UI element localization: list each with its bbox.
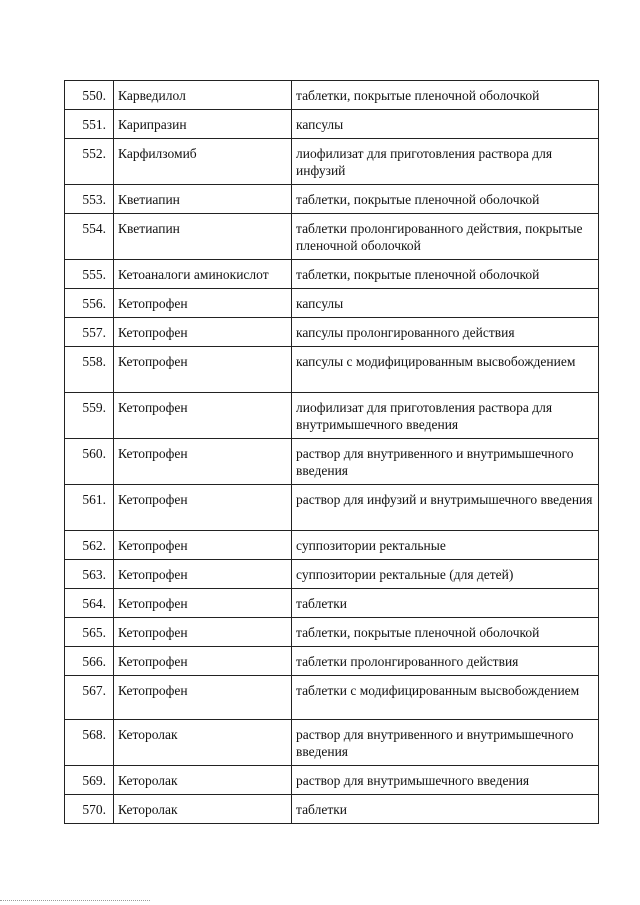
table-row xyxy=(65,289,599,318)
drug-name: Кетоаналоги аминокислот xyxy=(114,260,292,289)
drug-name: Кетопрофен xyxy=(114,618,292,647)
row-number: 553. xyxy=(65,185,114,214)
row-number: 562. xyxy=(65,531,114,560)
table-row xyxy=(65,647,599,676)
table-row xyxy=(65,589,599,618)
table-row xyxy=(65,110,599,139)
row-number: 558. xyxy=(65,347,114,393)
row-number: 563. xyxy=(65,560,114,589)
dosage-form: таблетки xyxy=(292,589,599,618)
row-number: 552. xyxy=(65,139,114,185)
table-row xyxy=(65,260,599,289)
table-row xyxy=(65,795,599,824)
dosage-form: таблетки пролонгированного действия xyxy=(292,647,599,676)
drug-name: Кетопрофен xyxy=(114,647,292,676)
row-number: 568. xyxy=(65,720,114,766)
row-number: 560. xyxy=(65,439,114,485)
drug-name: Кетопрофен xyxy=(114,318,292,347)
row-number: 565. xyxy=(65,618,114,647)
dosage-form: капсулы xyxy=(292,110,599,139)
drug-name: Кетопрофен xyxy=(114,531,292,560)
table-row xyxy=(65,81,599,110)
row-number: 561. xyxy=(65,485,114,531)
dosage-form: раствор для внутривенного и внутримышечного введения xyxy=(292,720,599,766)
drug-name: Кветиапин xyxy=(114,185,292,214)
dosage-form: раствор для внутримышечного введения xyxy=(292,766,599,795)
dosage-form: таблетки xyxy=(292,795,599,824)
drug-name: Кеторолак xyxy=(114,720,292,766)
row-number: 567. xyxy=(65,676,114,720)
table-row xyxy=(65,676,599,720)
row-number: 570. xyxy=(65,795,114,824)
dosage-form: лиофилизат для приготовления раствора для внутримышечного введения xyxy=(292,393,599,439)
dosage-form: лиофилизат для приготовления раствора для инфузий xyxy=(292,139,599,185)
drug-name: Кетопрофен xyxy=(114,347,292,393)
table-row xyxy=(65,560,599,589)
row-number: 551. xyxy=(65,110,114,139)
drug-name: Кетопрофен xyxy=(114,289,292,318)
table-row xyxy=(65,393,599,439)
table-row xyxy=(65,318,599,347)
table-row xyxy=(65,720,599,766)
drug-name: Кетопрофен xyxy=(114,485,292,531)
dosage-form: таблетки, покрытые пленочной оболочкой xyxy=(292,81,599,110)
row-number: 550. xyxy=(65,81,114,110)
row-number: 554. xyxy=(65,214,114,260)
table-row xyxy=(65,347,599,393)
row-number: 559. xyxy=(65,393,114,439)
table-row xyxy=(65,214,599,260)
drug-name: Кетопрофен xyxy=(114,676,292,720)
dosage-form: таблетки, покрытые пленочной оболочкой xyxy=(292,185,599,214)
footer-divider xyxy=(0,900,150,901)
dosage-form: раствор для внутривенного и внутримышечного введения xyxy=(292,439,599,485)
drug-name: Кветиапин xyxy=(114,214,292,260)
row-number: 566. xyxy=(65,647,114,676)
table-row xyxy=(65,439,599,485)
drug-name: Карипразин xyxy=(114,110,292,139)
dosage-form: капсулы xyxy=(292,289,599,318)
row-number: 557. xyxy=(65,318,114,347)
dosage-form: капсулы с модифицированным высвобождением xyxy=(292,347,599,393)
row-number: 555. xyxy=(65,260,114,289)
row-number: 569. xyxy=(65,766,114,795)
table-row xyxy=(65,139,599,185)
drug-list-table xyxy=(64,80,599,824)
dosage-form: суппозитории ректальные xyxy=(292,531,599,560)
drug-name: Кетопрофен xyxy=(114,589,292,618)
table-body xyxy=(65,81,599,824)
dosage-form: раствор для инфузий и внутримышечного введения xyxy=(292,485,599,531)
row-number: 556. xyxy=(65,289,114,318)
drug-name: Кетопрофен xyxy=(114,393,292,439)
table-row xyxy=(65,766,599,795)
table-row xyxy=(65,618,599,647)
table-row xyxy=(65,185,599,214)
table-row xyxy=(65,531,599,560)
dosage-form: таблетки пролонгированного действия, покрытые пленочной оболочкой xyxy=(292,214,599,260)
drug-name: Карфилзомиб xyxy=(114,139,292,185)
dosage-form: капсулы пролонгированного действия xyxy=(292,318,599,347)
drug-name: Кеторолак xyxy=(114,766,292,795)
dosage-form: таблетки с модифицированным высвобождением xyxy=(292,676,599,720)
dosage-form: таблетки, покрытые пленочной оболочкой xyxy=(292,618,599,647)
drug-name: Кеторолак xyxy=(114,795,292,824)
drug-name: Карведилол xyxy=(114,81,292,110)
dosage-form: таблетки, покрытые пленочной оболочкой xyxy=(292,260,599,289)
dosage-form: суппозитории ректальные (для детей) xyxy=(292,560,599,589)
drug-name: Кетопрофен xyxy=(114,439,292,485)
row-number: 564. xyxy=(65,589,114,618)
drug-name: Кетопрофен xyxy=(114,560,292,589)
table-row xyxy=(65,485,599,531)
